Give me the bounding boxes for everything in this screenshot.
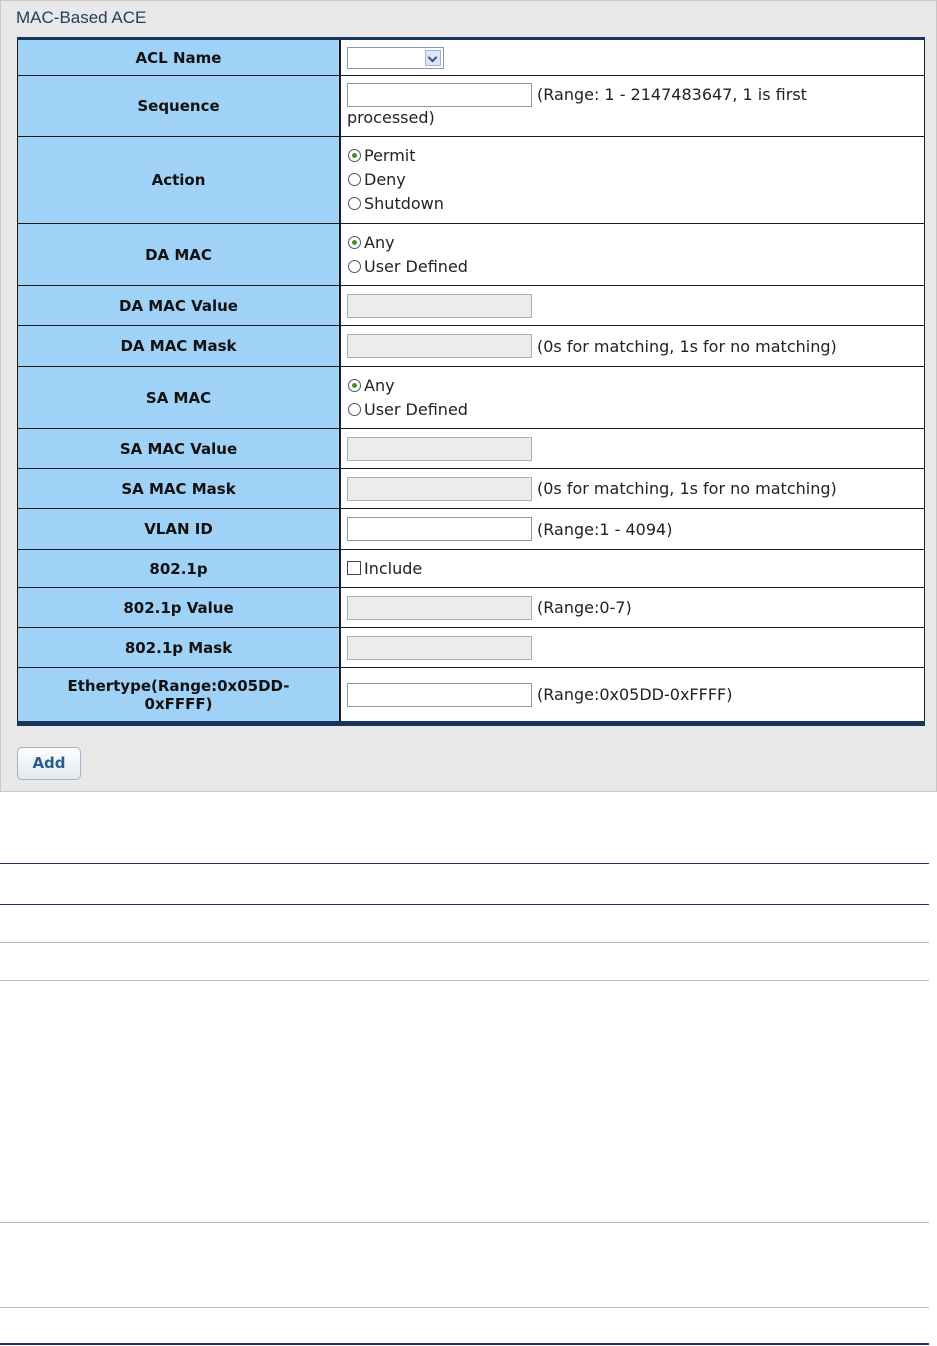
row-dot1p-value <box>18 588 925 628</box>
radio-unchecked-icon[interactable] <box>348 403 361 416</box>
dot1p-include-checkbox[interactable]: Include <box>347 559 422 578</box>
row-action <box>18 137 925 224</box>
row-sequence <box>18 76 925 137</box>
sa-mac-mask-hint: (0s for matching, 1s for no matching) <box>537 479 837 498</box>
da-mac-option-any[interactable]: Any <box>347 231 924 255</box>
sa-mac-option-user-defined[interactable]: User Defined <box>347 398 924 422</box>
add-button[interactable]: Add <box>17 747 81 780</box>
vlan-id-input[interactable] <box>347 517 532 541</box>
sa-mac-value-input[interactable] <box>347 437 532 461</box>
divider <box>0 1222 929 1223</box>
sa-mac-mask-input[interactable] <box>347 477 532 501</box>
row-da-mac-value <box>18 286 925 326</box>
row-acl-name <box>18 39 925 76</box>
radio-checked-icon[interactable] <box>348 379 361 392</box>
divider <box>0 1343 929 1345</box>
dot1p-value-input[interactable] <box>347 596 532 620</box>
sa-mac-option-any[interactable]: Any <box>347 374 924 398</box>
row-sa-mac <box>18 367 925 429</box>
row-sa-mac-value <box>18 429 925 469</box>
vlan-id-hint: (Range:1 - 4094) <box>537 519 673 539</box>
da-mac-label: DA MAC <box>18 224 341 286</box>
da-mac-mask-label: DA MAC Mask <box>18 326 341 367</box>
ethertype-label: Ethertype(Range:0x05DD- 0xFFFF) <box>18 668 341 724</box>
sa-mac-value-label: SA MAC Value <box>18 429 341 469</box>
vlan-id-label: VLAN ID <box>18 509 341 550</box>
mac-ace-form-table <box>17 37 925 726</box>
da-mac-mask-input[interactable] <box>347 334 532 358</box>
sequence-range-hint: (Range: 1 - 2147483647, 1 is first <box>537 85 807 105</box>
row-da-mac-mask <box>18 326 925 367</box>
ethertype-hint: (Range:0x05DD-0xFFFF) <box>537 685 733 704</box>
sequence-label: Sequence <box>18 76 341 137</box>
radio-unchecked-icon[interactable] <box>348 173 361 186</box>
row-ethertype <box>18 668 925 724</box>
row-vlan-id <box>18 509 925 550</box>
sa-mac-label: SA MAC <box>18 367 341 429</box>
da-mac-mask-hint: (0s for matching, 1s for no matching) <box>537 336 837 356</box>
dot1p-value-label: 802.1p Value <box>18 588 341 628</box>
row-dot1p <box>18 550 925 588</box>
divider <box>0 1307 929 1308</box>
sequence-range-hint-cont: processed) <box>347 108 435 128</box>
dot1p-mask-input[interactable] <box>347 636 532 660</box>
sa-mac-mask-label: SA MAC Mask <box>18 469 341 509</box>
radio-unchecked-icon[interactable] <box>348 260 361 273</box>
sequence-input[interactable] <box>347 83 532 107</box>
row-dot1p-mask <box>18 628 925 668</box>
radio-checked-icon[interactable] <box>348 236 361 249</box>
acl-name-select[interactable] <box>347 47 444 69</box>
divider <box>0 980 929 981</box>
ethertype-input[interactable] <box>347 683 532 707</box>
action-label: Action <box>18 137 341 224</box>
da-mac-option-user-defined[interactable]: User Defined <box>347 255 924 279</box>
dot1p-label: 802.1p <box>18 550 341 588</box>
divider <box>0 863 929 864</box>
acl-name-label: ACL Name <box>18 39 341 76</box>
divider <box>0 942 929 943</box>
action-option-deny[interactable]: Deny <box>347 168 924 192</box>
chevron-down-icon[interactable] <box>425 50 441 66</box>
divider <box>0 904 929 905</box>
row-sa-mac-mask <box>18 469 925 509</box>
panel-title: MAC-Based ACE <box>16 8 147 27</box>
action-option-shutdown[interactable]: Shutdown <box>347 192 924 216</box>
action-option-permit[interactable]: Permit <box>347 144 924 168</box>
dot1p-value-hint: (Range:0-7) <box>537 598 632 617</box>
da-mac-value-input[interactable] <box>347 294 532 318</box>
radio-checked-icon[interactable] <box>348 149 361 162</box>
checkbox-unchecked-icon[interactable] <box>347 561 361 575</box>
radio-unchecked-icon[interactable] <box>348 197 361 210</box>
da-mac-value-label: DA MAC Value <box>18 286 341 326</box>
row-da-mac <box>18 224 925 286</box>
dot1p-mask-label: 802.1p Mask <box>18 628 341 668</box>
